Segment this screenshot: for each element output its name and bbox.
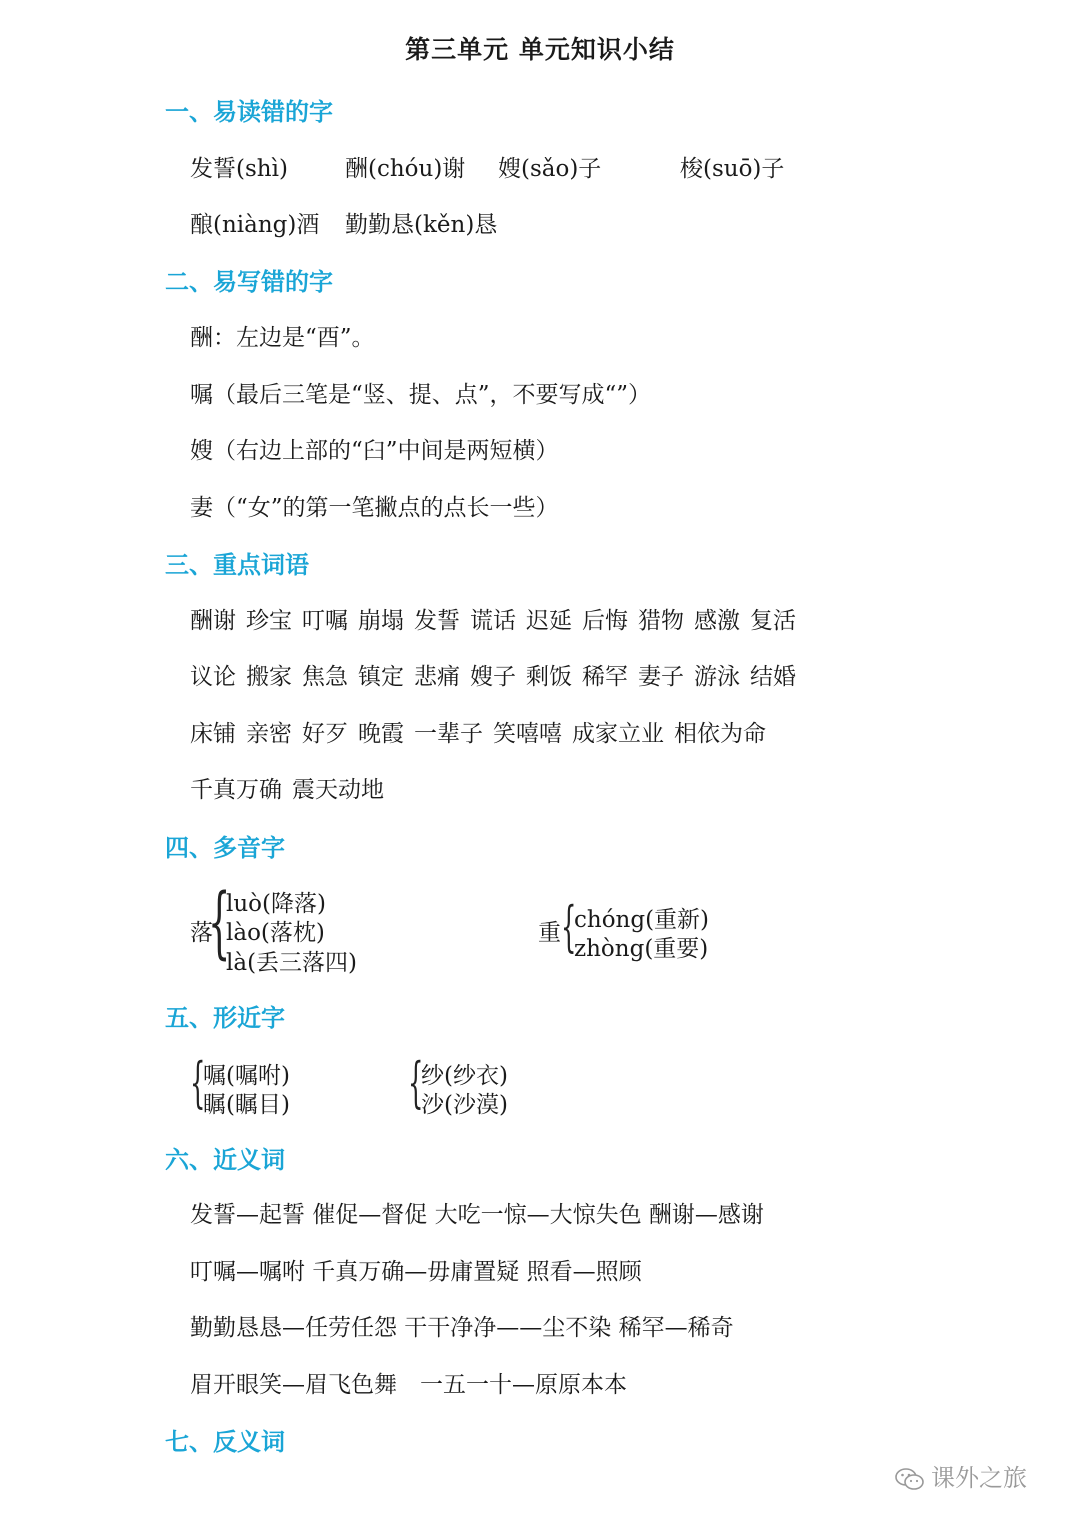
word: 发誓 — [414, 608, 460, 634]
similar-char: 纱(纱衣) — [421, 1063, 508, 1089]
word: 酬谢 — [190, 608, 236, 634]
polyphone-reading: lào(落枕) — [226, 920, 325, 946]
word: 好歹 — [302, 721, 348, 747]
wechat-icon — [895, 1467, 925, 1491]
reading-item: 梭(suō)子 — [680, 156, 785, 182]
word: 珍宝 — [246, 608, 292, 634]
brace-icon: { — [408, 1051, 424, 1114]
reading-item: 嫂(sǎo)子 — [498, 156, 602, 182]
word: 后悔 — [582, 608, 628, 634]
word: 相依为命 — [674, 721, 766, 747]
page-title: 第三单元 单元知识小结 — [405, 35, 675, 64]
word: 议论 — [190, 664, 236, 690]
word: 一辈子 — [414, 721, 483, 747]
synonym-line: 眉开眼笑—眉飞色舞 一五一十—原原本本 — [190, 1372, 627, 1398]
similar-char: 沙(沙漠) — [421, 1092, 508, 1118]
word: 晚霞 — [358, 721, 404, 747]
reading-item: 勤勤恳(kěn)恳 — [345, 212, 498, 238]
word: 感激 — [694, 608, 740, 634]
polyphone-char: 重 — [538, 920, 561, 946]
section-heading-1: 一、易读错的字 — [165, 98, 333, 126]
reading-item: 酿(niàng)酒 — [190, 212, 320, 238]
word: 震天动地 — [292, 777, 384, 803]
polyphone-char: 落 — [190, 920, 213, 946]
polyphone-reading: zhòng(重要) — [574, 936, 709, 962]
writing-note: 妻（“女”的第一笔撇点的点长一些） — [190, 495, 559, 521]
watermark — [895, 1458, 1027, 1493]
word: 剩饭 — [526, 664, 572, 690]
watermark-text: 课外之旅 — [931, 1464, 1027, 1492]
word: 搬家 — [246, 664, 292, 690]
reading-item: 发誓(shì) — [190, 156, 288, 182]
word: 床铺 — [190, 721, 236, 747]
word: 亲密 — [246, 721, 292, 747]
word: 游泳 — [694, 664, 740, 690]
word: 悲痛 — [414, 664, 460, 690]
word: 崩塌 — [358, 608, 404, 634]
section-heading-4: 四、多音字 — [165, 834, 285, 862]
similar-char: 瞩(瞩目) — [203, 1092, 290, 1118]
word: 稀罕 — [582, 664, 628, 690]
polyphone-reading: chóng(重新) — [574, 907, 710, 933]
writing-note: 嫂（右边上部的“臼”中间是两短横） — [190, 438, 559, 464]
section-heading-5: 五、形近字 — [165, 1004, 285, 1032]
word: 嫂子 — [470, 664, 516, 690]
word: 叮嘱 — [302, 608, 348, 634]
word-row — [190, 771, 394, 804]
synonym-line: 叮嘱—嘱咐 千真万确—毋庸置疑 照看—照顾 — [190, 1259, 642, 1285]
word: 笑嘻嘻 — [493, 721, 562, 747]
word: 迟延 — [526, 608, 572, 634]
writing-note: 酬：左边是“酉”。 — [190, 325, 375, 351]
synonym-line: 勤勤恳恳—任劳任怨 干干净净——尘不染 稀罕—稀奇 — [190, 1315, 734, 1341]
section-heading-2: 二、易写错的字 — [165, 268, 333, 296]
word: 猎物 — [638, 608, 684, 634]
word: 谎话 — [470, 608, 516, 634]
polyphone-reading: là(丢三落四) — [226, 950, 358, 976]
writing-note: 嘱（最后三笔是“竖、提、点”，不要写成“”） — [190, 382, 652, 408]
word: 妻子 — [638, 664, 684, 690]
polyphone-reading: luò(降落) — [226, 891, 326, 917]
word: 结婚 — [750, 664, 796, 690]
word: 复活 — [750, 608, 796, 634]
word: 镇定 — [358, 664, 404, 690]
word: 焦急 — [302, 664, 348, 690]
section-heading-6: 六、近义词 — [165, 1146, 285, 1174]
word-row — [190, 715, 776, 748]
section-heading-3: 三、重点词语 — [165, 551, 309, 579]
brace-icon: { — [561, 895, 577, 958]
brace-icon: { — [190, 1051, 206, 1114]
word-row — [190, 602, 806, 635]
reading-item: 酬(chóu)谢 — [345, 156, 466, 182]
word: 成家立业 — [572, 721, 664, 747]
similar-char: 嘱(嘱咐) — [203, 1063, 290, 1089]
word: 千真万确 — [190, 777, 282, 803]
section-heading-7: 七、反义词 — [165, 1428, 285, 1456]
synonym-line: 发誓—起誓 催促—督促 大吃一惊—大惊失色 酬谢—感谢 — [190, 1202, 764, 1228]
word-row — [190, 658, 806, 691]
brace-icon: { — [208, 878, 231, 968]
